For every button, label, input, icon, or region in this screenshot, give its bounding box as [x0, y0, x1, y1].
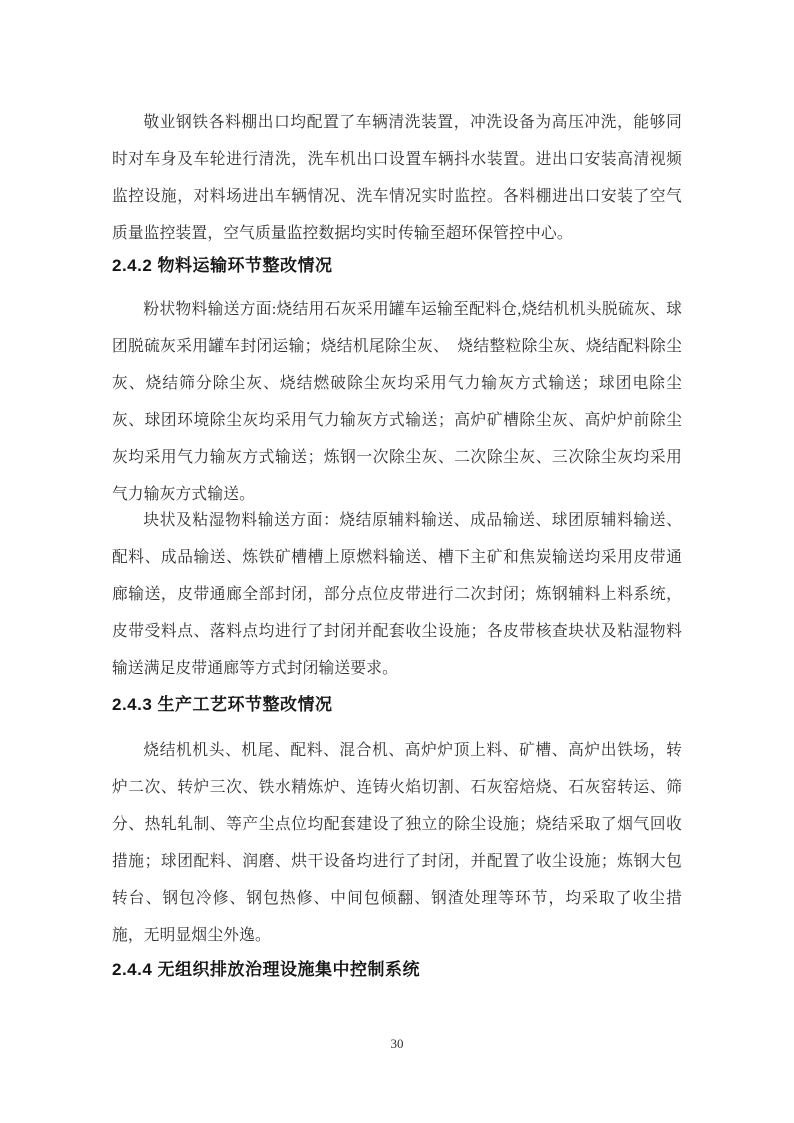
heading-2-4-2-material-transport: 2.4.2 物料运输环节整改情况 — [112, 256, 333, 275]
paragraph-powder-material-transport: 粉状物料输送方面:烧结用石灰采用罐车运输至配料仓,烧结机机头脱硫灰、球团脱硫灰采用罐车封闭运输；烧结机尾除尘灰、 烧结整粒除尘灰、烧结配料除尘灰、烧结筛分除尘灰、烧结燃破除尘灰均采用气力输灰方式输送；球团电除尘灰、球团环境除尘灰均采用气力输灰方式输送；高炉矿槽除尘灰、高炉炉前除尘灰均采用气力输灰方式输送；炼钢一次除尘灰、二次除尘灰、三次除尘灰均采用气力输灰方式输送。 — [112, 301, 682, 503]
heading-2-4-4-fugitive-emission-control-system: 2.4.4 无组织排放治理设施集中控制系统 — [112, 960, 421, 979]
paragraph-production-process-dust-control: 烧结机机头、机尾、配料、混合机、高炉炉顶上料、矿槽、高炉出铁场，转炉二次、转炉三次、铁水精炼炉、连铸火焰切割、石灰窑焙烧、石灰窑转运、筛分、热轧轧制、等产尘点位均配套建设了独立的除尘设施；烧结采取了烟气回收措施；球团配料、润磨、烘干设备均进行了封闭，并配置了收尘设施；炼钢大包转台、钢包冷修、钢包热修、中间包倾翻、钢渣处理等环节，均采取了收尘措施，无明显烟尘外逸。 — [112, 742, 682, 944]
heading-2-4-3-production-process: 2.4.3 生产工艺环节整改情况 — [112, 695, 333, 714]
page-number: 30 — [390, 1036, 404, 1051]
paragraph-block-wet-material-transport: 块状及粘湿物料输送方面：烧结原辅料输送、成品输送、球团原辅料输送、配料、成品输送、炼铁矿槽槽上原燃料输送、槽下主矿和焦炭输送均采用皮带通廊输送，皮带通廊全部封闭，部分点位皮带进行二次封闭；炼钢辅料上料系统，皮带受料点、落料点均进行了封闭并配套收尘设施；各皮带核查块状及粘湿物料输送满足皮带通廊等方式封闭输送要求。 — [112, 512, 682, 677]
paragraph-vehicle-washing: 敬业钢铁各料棚出口均配置了车辆清洗装置，冲洗设备为高压冲洗，能够同时对车身及车轮进行清洗，洗车机出口设置车辆抖水装置。进出口安装高清视频监控设施，对料场进出车辆情况、洗车情况实时监控。各料棚进出口安装了空气质量监控装置，空气质量监控数据均实时传输至超环保管控中心。 — [112, 114, 682, 242]
